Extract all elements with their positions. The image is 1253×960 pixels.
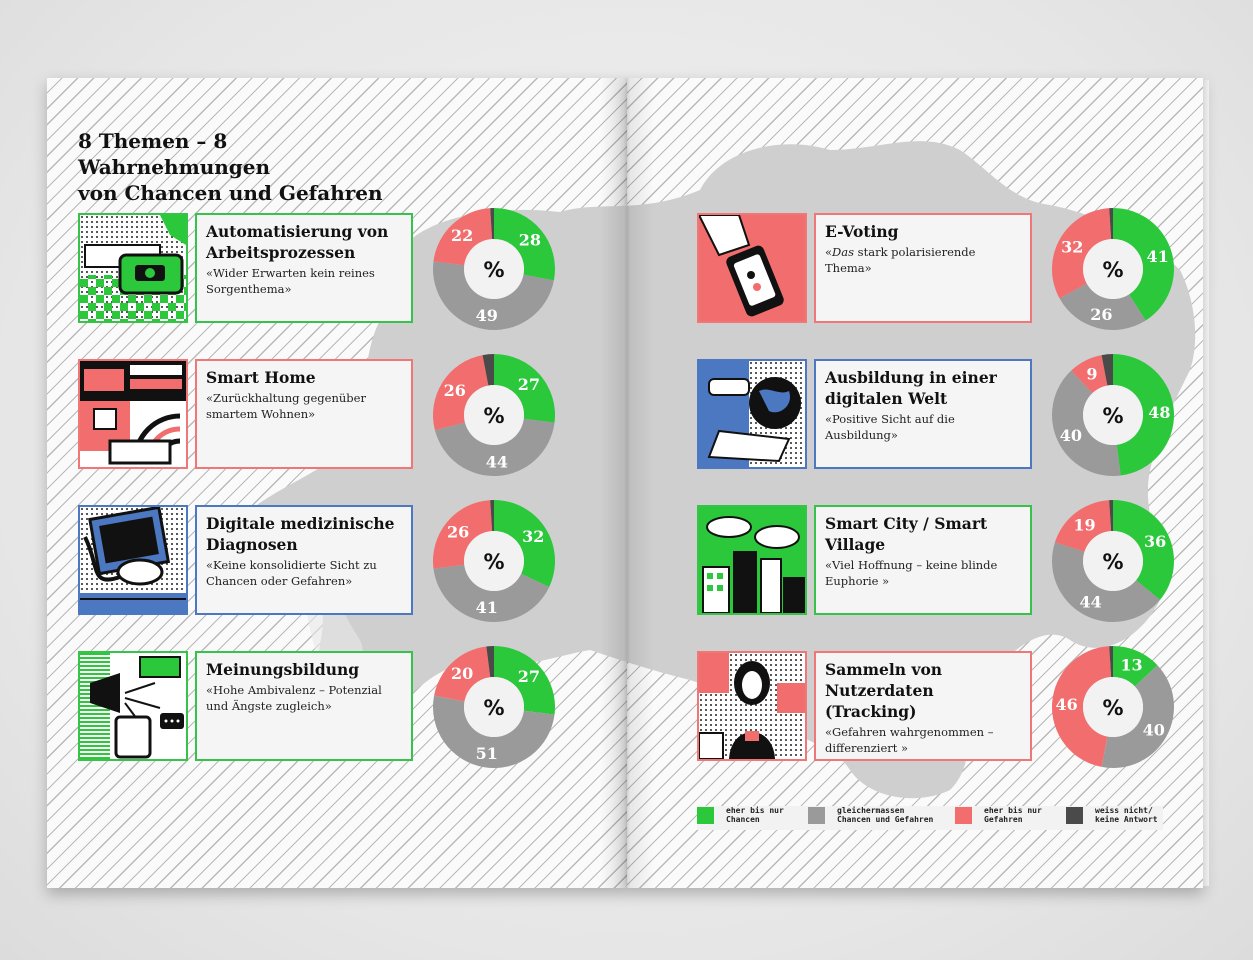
- page-title: 8 Themen – 8 Wahrnehmungen von Chancen und Gefahren: [78, 129, 383, 205]
- illustration-tracking: [697, 651, 807, 761]
- topic-subtitle: «Gefahren wahrgenommen – differenziert »: [825, 725, 994, 755]
- data-label: 26: [1090, 305, 1113, 325]
- topic-title: Sammeln von Nutzerdaten (Tracking): [825, 660, 943, 721]
- topic-card-education: [814, 359, 1032, 469]
- data-label: 44: [485, 452, 509, 472]
- data-label: 27: [517, 667, 541, 687]
- legend-item-weiss-nicht: weiss nicht/ keine Antwort: [1066, 806, 1158, 824]
- topic-subtitle: «Zurückhaltung gegenüber smartem Wohnen»: [206, 391, 366, 421]
- topic-title: Meinungsbildung: [206, 660, 360, 679]
- legend-swatch: [808, 807, 825, 824]
- donut-chart-evoting: [1051, 207, 1175, 331]
- vr-globe-illustration: [699, 361, 805, 467]
- topic-title: Ausbildung in einer digitalen Welt: [825, 368, 997, 408]
- data-label: 22: [451, 226, 474, 246]
- topic-card-automation: [195, 213, 413, 323]
- topic-title: E-Voting: [825, 222, 899, 241]
- donut-chart-smart-city: [1051, 499, 1175, 623]
- donut-chart-education: [1051, 353, 1175, 477]
- percent-sign: %: [1102, 404, 1124, 428]
- topic-card-tracking: [814, 651, 1032, 761]
- topic-title: Automatisierung von Arbeitsprozessen: [206, 222, 389, 262]
- percent-sign: %: [1102, 258, 1124, 282]
- topic-subtitle: «Keine konsolidierte Sicht zu Chancen oder Gefahren»: [206, 558, 377, 588]
- data-label: 32: [1061, 237, 1084, 257]
- data-label: 27: [517, 375, 541, 395]
- data-label: 40: [1059, 425, 1083, 445]
- donut-chart-automation: [432, 207, 556, 331]
- legend-item-gefahren: eher bis nur Gefahren: [955, 806, 1042, 824]
- illustration-education: [697, 359, 807, 469]
- illustration-smart-city: [697, 505, 807, 615]
- illustration-medical: [78, 505, 188, 615]
- topic-title: Digitale medizinische Diagnosen: [206, 514, 395, 554]
- person-phone-illustration: [699, 653, 805, 759]
- data-label: 13: [1120, 655, 1143, 675]
- data-label: 36: [1143, 532, 1167, 552]
- legend-swatch: [697, 807, 714, 824]
- illustration-smart-home: [78, 359, 188, 469]
- percent-sign: %: [483, 550, 505, 574]
- percent-sign: %: [1102, 696, 1124, 720]
- data-label: 46: [1055, 695, 1078, 715]
- donut-chart-opinion: [432, 645, 556, 769]
- robot-arm-illustration: [80, 215, 186, 321]
- topic-subtitle: «Das stark polarisierende Thema»: [825, 245, 976, 275]
- data-label: 28: [518, 230, 541, 250]
- stethoscope-illustration: [80, 507, 186, 613]
- smart-home-illustration: [80, 361, 186, 467]
- legend-swatch: [955, 807, 972, 824]
- topic-card-opinion: [195, 651, 413, 761]
- donut-chart-tracking: [1051, 645, 1175, 769]
- donut-chart-medical: [432, 499, 556, 623]
- page-edge: [1203, 80, 1209, 886]
- legend-swatch: [1066, 807, 1083, 824]
- data-label: 26: [447, 522, 470, 542]
- illustration-opinion: [78, 651, 188, 761]
- topic-title: Smart Home: [206, 368, 316, 387]
- data-label: 41: [1146, 247, 1169, 267]
- data-label: 51: [475, 743, 498, 763]
- percent-sign: %: [483, 404, 505, 428]
- topic-subtitle: «Wider Erwarten kein reines Sorgenthema»: [206, 266, 375, 296]
- data-label: 44: [1079, 592, 1102, 612]
- illustration-automation: [78, 213, 188, 323]
- topic-card-smart-home: [195, 359, 413, 469]
- megaphone-illustration: [80, 653, 186, 759]
- percent-sign: %: [483, 258, 505, 282]
- data-label: 41: [475, 597, 498, 617]
- data-label: 9: [1086, 364, 1098, 384]
- donut-chart-smart-home: [432, 353, 556, 477]
- topic-card-smart-city: [814, 505, 1032, 615]
- legend-item-gleich: gleichermassen Chancen und Gefahren: [808, 806, 933, 824]
- percent-sign: %: [483, 696, 505, 720]
- city-buildings-illustration: [699, 507, 805, 613]
- topic-title: Smart City / Smart Village: [825, 514, 988, 554]
- illustration-evoting: [697, 213, 807, 323]
- data-label: 48: [1148, 403, 1171, 423]
- chart-legend: [697, 806, 1163, 830]
- topic-card-evoting: [814, 213, 1032, 323]
- data-label: 49: [475, 305, 498, 325]
- data-label: 19: [1073, 515, 1096, 535]
- percent-sign: %: [1102, 550, 1124, 574]
- data-label: 40: [1142, 720, 1165, 740]
- data-label: 32: [522, 527, 545, 547]
- topic-subtitle: «Hohe Ambivalenz – Potenzial und Ängste zugleich»: [206, 683, 382, 713]
- topic-card-medical: [195, 505, 413, 615]
- legend-item-chancen: eher bis nur Chancen: [697, 806, 784, 824]
- phone-vote-illustration: [699, 215, 805, 321]
- data-label: 20: [451, 664, 474, 684]
- topic-subtitle: «Positive Sicht auf die Ausbildung»: [825, 412, 955, 442]
- data-label: 26: [443, 381, 466, 401]
- topic-subtitle: «Viel Hoffnung – keine blinde Euphorie »: [825, 558, 998, 588]
